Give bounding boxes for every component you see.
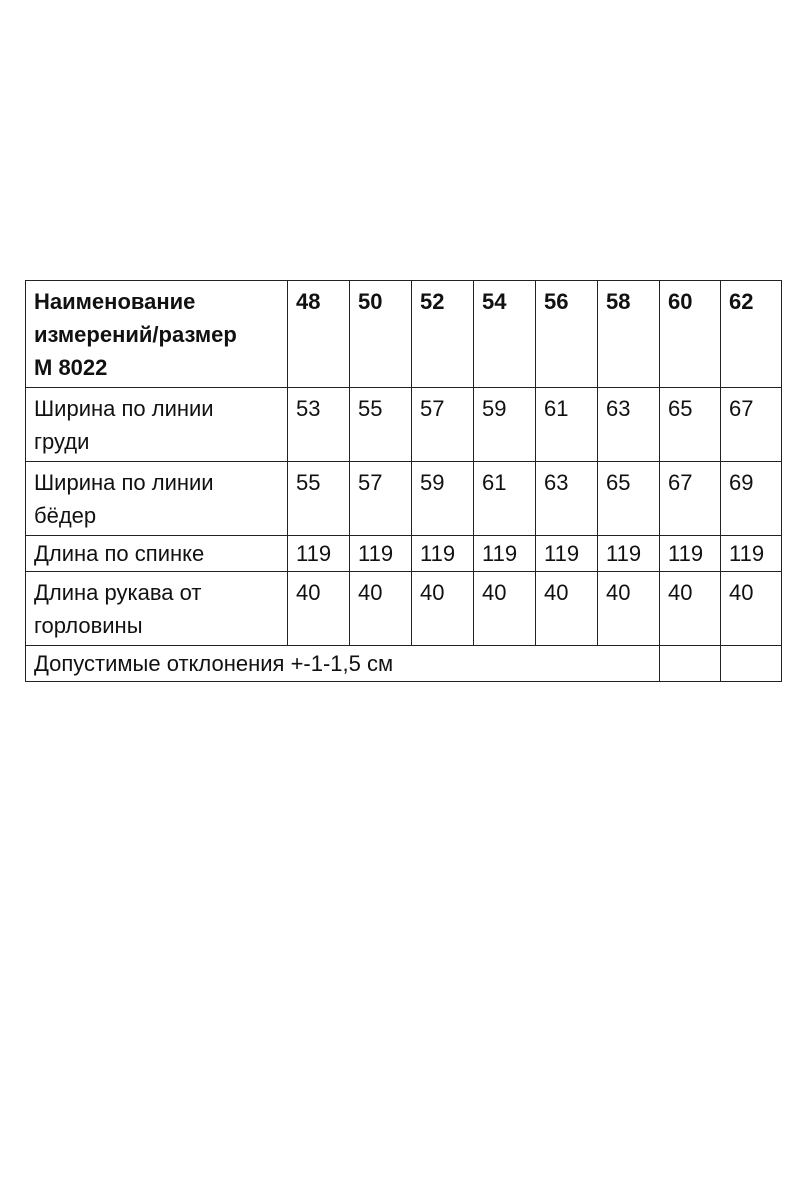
value-cell: 119 [288, 536, 350, 572]
value-cell: 40 [412, 572, 474, 646]
value-cell: 59 [474, 388, 536, 462]
table-row-sleeve-length [26, 572, 782, 646]
row-label-line: горловины [34, 613, 143, 638]
value-cell: 53 [288, 388, 350, 462]
table-row-back-length [26, 536, 782, 572]
value-cell: 67 [660, 462, 721, 536]
value-cell: 119 [350, 536, 412, 572]
value-cell: 61 [474, 462, 536, 536]
value-cell: 119 [474, 536, 536, 572]
value-cell: 59 [412, 462, 474, 536]
value-cell: 61 [536, 388, 598, 462]
size-header-cell: 50 [350, 281, 412, 388]
row-label-cell [26, 388, 288, 462]
empty-cell [721, 646, 782, 682]
table-row-chest-width [26, 388, 782, 462]
empty-cell [660, 646, 721, 682]
row-label-line: груди [34, 429, 90, 454]
value-cell: 40 [660, 572, 721, 646]
table-row-tolerance-note [26, 646, 782, 682]
size-header-cell: 62 [721, 281, 782, 388]
row-label-line: бёдер [34, 503, 97, 528]
value-cell: 40 [536, 572, 598, 646]
header-label-cell [26, 281, 288, 388]
table-row-hip-width [26, 462, 782, 536]
header-row [26, 281, 782, 388]
value-cell: 119 [412, 536, 474, 572]
value-cell: 40 [598, 572, 660, 646]
row-label-cell [26, 536, 288, 572]
row-label-cell [26, 462, 288, 536]
row-label-line: Ширина по линии [34, 470, 214, 495]
value-cell: 55 [350, 388, 412, 462]
value-cell: 69 [721, 462, 782, 536]
header-label-line: М 8022 [34, 355, 108, 380]
header-label-line: Наименование [34, 289, 196, 314]
size-header-cell: 60 [660, 281, 721, 388]
row-label-line: Длина рукава от [34, 580, 202, 605]
header-label-line: измерений/размер [34, 322, 237, 347]
value-cell: 65 [598, 462, 660, 536]
value-cell: 40 [474, 572, 536, 646]
row-label-cell [26, 572, 288, 646]
value-cell: 40 [721, 572, 782, 646]
value-cell: 119 [536, 536, 598, 572]
value-cell: 40 [288, 572, 350, 646]
row-label-line: Длина по спинке [34, 541, 205, 566]
tolerance-note-cell: Допустимые отклонения +-1-1,5 см [26, 646, 660, 682]
size-header-cell: 48 [288, 281, 350, 388]
size-header-cell: 54 [474, 281, 536, 388]
value-cell: 63 [598, 388, 660, 462]
value-cell: 119 [598, 536, 660, 572]
size-header-cell: 52 [412, 281, 474, 388]
value-cell: 119 [721, 536, 782, 572]
value-cell: 57 [412, 388, 474, 462]
size-header-cell: 58 [598, 281, 660, 388]
value-cell: 65 [660, 388, 721, 462]
size-chart-table [25, 280, 782, 682]
size-header-cell: 56 [536, 281, 598, 388]
value-cell: 63 [536, 462, 598, 536]
value-cell: 67 [721, 388, 782, 462]
value-cell: 40 [350, 572, 412, 646]
value-cell: 119 [660, 536, 721, 572]
row-label-line: Ширина по линии [34, 396, 214, 421]
value-cell: 57 [350, 462, 412, 536]
value-cell: 55 [288, 462, 350, 536]
